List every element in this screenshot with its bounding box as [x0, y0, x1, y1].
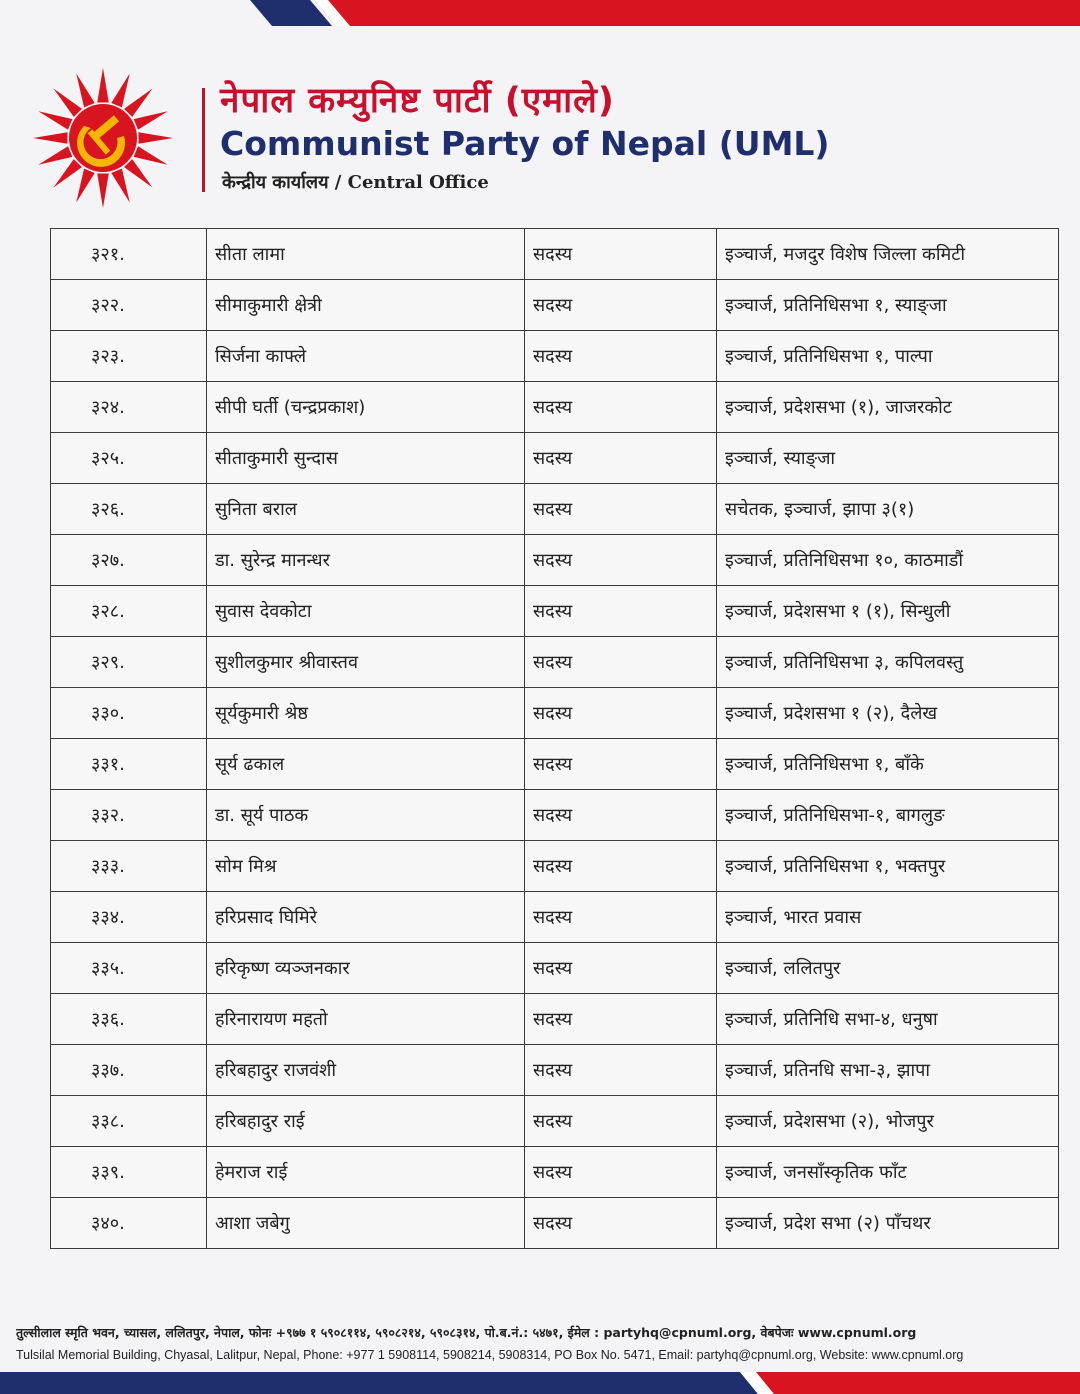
table-row: [51, 790, 1059, 841]
member-name: सीता लामा: [207, 229, 525, 280]
table-row: [51, 688, 1059, 739]
member-assignment: इञ्चार्ज, प्रदेशसभा (२), भोजपुर: [717, 1096, 1059, 1147]
member-name: सूर्य ढकाल: [207, 739, 525, 790]
table-row: [51, 841, 1059, 892]
member-name: हरिकृष्ण व्यञ्जनकार: [207, 943, 525, 994]
member-name: सुनिता बराल: [207, 484, 525, 535]
table-row: [51, 331, 1059, 382]
member-name: हरिनारायण महतो: [207, 994, 525, 1045]
member-number: ३२३.: [51, 331, 207, 382]
member-number: ३३९.: [51, 1147, 207, 1198]
member-number: ३३०.: [51, 688, 207, 739]
member-assignment: इञ्चार्ज, भारत प्रवास: [717, 892, 1059, 943]
member-role: सदस्य: [525, 637, 717, 688]
member-role: सदस्य: [525, 1096, 717, 1147]
table-row: [51, 280, 1059, 331]
member-number: ३२२.: [51, 280, 207, 331]
member-assignment: इञ्चार्ज, प्रदेशसभा १ (१), सिन्धुली: [717, 586, 1059, 637]
bottom-color-band: [0, 1372, 1080, 1394]
member-name: सीपी घर्ती (चन्द्रप्रकाश): [207, 382, 525, 433]
member-role: सदस्य: [525, 892, 717, 943]
member-assignment: इञ्चार्ज, जनसाँस्कृतिक फाँट: [717, 1147, 1059, 1198]
member-assignment: इञ्चार्ज, प्रतिनधि सभा-३, झापा: [717, 1045, 1059, 1096]
table-row: [51, 943, 1059, 994]
member-assignment: इञ्चार्ज, प्रदेश सभा (२) पाँचथर: [717, 1198, 1059, 1249]
member-role: सदस्य: [525, 790, 717, 841]
table-row: [51, 433, 1059, 484]
member-name: हरिबहादुर राई: [207, 1096, 525, 1147]
top-color-band: [0, 0, 1080, 26]
member-role: सदस्य: [525, 535, 717, 586]
member-name: सीताकुमारी सुन्दास: [207, 433, 525, 484]
member-role: सदस्य: [525, 229, 717, 280]
member-assignment: इञ्चार्ज, प्रतिनिधि सभा-४, धनुषा: [717, 994, 1059, 1045]
member-number: ३२९.: [51, 637, 207, 688]
member-name: डा. सूर्य पाठक: [207, 790, 525, 841]
member-number: ३३१.: [51, 739, 207, 790]
member-number: ३३८.: [51, 1096, 207, 1147]
member-name: सीमाकुमारी क्षेत्री: [207, 280, 525, 331]
table-row: [51, 382, 1059, 433]
member-number: ३२५.: [51, 433, 207, 484]
member-name: आशा जबेगु: [207, 1198, 525, 1249]
member-name: हेमराज राई: [207, 1147, 525, 1198]
member-number: ३३७.: [51, 1045, 207, 1096]
member-assignment: सचेतक, इञ्चार्ज, झापा ३(१): [717, 484, 1059, 535]
member-name: सिर्जना काफ्ले: [207, 331, 525, 382]
member-assignment: इञ्चार्ज, प्रतिनिधिसभा १, भक्तपुर: [717, 841, 1059, 892]
member-assignment: इञ्चार्ज, प्रतिनिधिसभा-१, बागलुङ: [717, 790, 1059, 841]
member-role: सदस्य: [525, 382, 717, 433]
member-number: ३२७.: [51, 535, 207, 586]
member-name: हरिबहादुर राजवंशी: [207, 1045, 525, 1096]
member-assignment: इञ्चार्ज, प्रदेशसभा १ (२), दैलेख: [717, 688, 1059, 739]
member-assignment: इञ्चार्ज, ललितपुर: [717, 943, 1059, 994]
member-role: सदस्य: [525, 739, 717, 790]
table-row: [51, 739, 1059, 790]
member-role: सदस्य: [525, 586, 717, 637]
table-row: [51, 994, 1059, 1045]
member-role: सदस्य: [525, 280, 717, 331]
footer-address-nepali: तुल्सीलाल स्मृति भवन, च्यासल, ललितपुर, नेपाल, फोनः +९७७ १ ५९०८११४, ५९०८२१४, ५९०८३१४, पो.ब.नं.: ५४७१, ईमेल : partyhq@cpnuml.org, वेबपेजः www.cpnuml.org: [16, 1325, 917, 1340]
member-role: सदस्य: [525, 688, 717, 739]
members-table: [50, 228, 1059, 1249]
party-emblem: [26, 66, 180, 210]
table-row: [51, 586, 1059, 637]
member-assignment: इञ्चार्ज, स्याङ्जा: [717, 433, 1059, 484]
member-number: ३३३.: [51, 841, 207, 892]
party-name-english: Communist Party of Nepal (UML): [220, 124, 830, 163]
sun-hammer-sickle-icon: [26, 66, 180, 210]
member-role: सदस्य: [525, 1198, 717, 1249]
member-number: ३४०.: [51, 1198, 207, 1249]
table-row: [51, 229, 1059, 280]
member-name: सुवास देवकोटा: [207, 586, 525, 637]
member-role: सदस्य: [525, 484, 717, 535]
member-number: ३३४.: [51, 892, 207, 943]
table-row: [51, 535, 1059, 586]
table-row: [51, 1147, 1059, 1198]
member-role: सदस्य: [525, 1147, 717, 1198]
header-divider: [202, 88, 205, 192]
member-name: सूर्यकुमारी श्रेष्ठ: [207, 688, 525, 739]
member-assignment: इञ्चार्ज, मजदुर विशेष जिल्ला कमिटी: [717, 229, 1059, 280]
member-role: सदस्य: [525, 841, 717, 892]
table-row: [51, 1096, 1059, 1147]
member-assignment: इञ्चार्ज, प्रदेशसभा (१), जाजरकोट: [717, 382, 1059, 433]
member-number: ३२६.: [51, 484, 207, 535]
footer-address-english: Tulsilal Memorial Building, Chyasal, Lalitpur, Nepal, Phone: +977 1 5908114, 5908214, 5908314, PO Box No. 5471, Email: partyhq@cpnuml.org, Website: www.cpnuml.org: [16, 1348, 964, 1362]
table-row: [51, 1198, 1059, 1249]
member-number: ३२१.: [51, 229, 207, 280]
member-name: हरिप्रसाद घिमिरे: [207, 892, 525, 943]
member-role: सदस्य: [525, 1045, 717, 1096]
table-row: [51, 484, 1059, 535]
member-number: ३३५.: [51, 943, 207, 994]
member-role: सदस्य: [525, 994, 717, 1045]
table-row: [51, 892, 1059, 943]
member-name: डा. सुरेन्द्र मानन्धर: [207, 535, 525, 586]
member-number: ३३२.: [51, 790, 207, 841]
member-role: सदस्य: [525, 331, 717, 382]
member-assignment: इञ्चार्ज, प्रतिनिधिसभा १, स्याङ्जा: [717, 280, 1059, 331]
member-role: सदस्य: [525, 943, 717, 994]
member-name: सुशीलकुमार श्रीवास्तव: [207, 637, 525, 688]
member-number: ३२८.: [51, 586, 207, 637]
table-row: [51, 1045, 1059, 1096]
office-label: केन्द्रीय कार्यालय / Central Office: [222, 172, 489, 193]
member-assignment: इञ्चार्ज, प्रतिनिधिसभा १, पाल्पा: [717, 331, 1059, 382]
table-row: [51, 637, 1059, 688]
member-assignment: इञ्चार्ज, प्रतिनिधिसभा १, बाँके: [717, 739, 1059, 790]
member-assignment: इञ्चार्ज, प्रतिनिधिसभा ३, कपिलवस्तु: [717, 637, 1059, 688]
member-number: ३३६.: [51, 994, 207, 1045]
party-name-nepali: नेपाल कम्युनिष्ट पार्टी (एमाले): [220, 81, 615, 121]
member-assignment: इञ्चार्ज, प्रतिनिधिसभा १०, काठमाडौं: [717, 535, 1059, 586]
member-name: सोम मिश्र: [207, 841, 525, 892]
member-number: ३२४.: [51, 382, 207, 433]
member-role: सदस्य: [525, 433, 717, 484]
